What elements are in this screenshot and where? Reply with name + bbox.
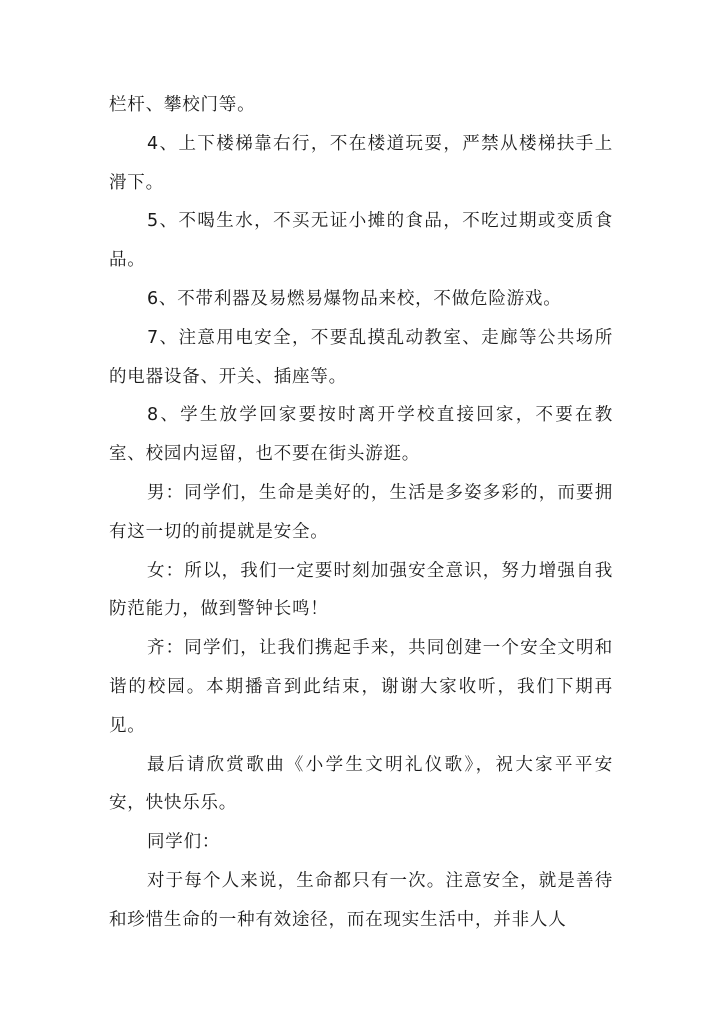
paragraph-8: 女：所以，我们一定要时刻加强安全意识，努力增强自我防范能力，做到警钟长鸣！ — [109, 560, 613, 620]
paragraph-2: 4、上下楼梯靠右行，不在楼道玩耍，严禁从楼梯扶手上滑下。 — [109, 133, 613, 193]
paragraph-10: 最后请欣赏歌曲《小学生文明礼仪歌》，祝大家平平安安，快快乐乐。 — [109, 754, 613, 814]
paragraph-1: 栏杆、攀校门等。 — [109, 95, 256, 115]
document-body — [109, 86, 613, 940]
paragraph-5: 7、注意用电安全，不要乱摸乱动教室、走廊等公共场所的电器设备、开关、插座等。 — [109, 327, 613, 387]
paragraph-4: 6、不带利器及易燃易爆物品来校，不做危险游戏。 — [147, 288, 562, 309]
paragraph-9: 齐：同学们，让我们携起手来，共同创建一个安全文明和谐的校园。本期播音到此结束，谢谢大家收听，我们下期再见。 — [109, 638, 613, 736]
paragraph-3: 5、不喝生水，不买无证小摊的食品，不吃过期或变质食品。 — [109, 211, 613, 271]
paragraph-12: 对于每个人来说，生命都只有一次。注意安全，就是善待和珍惜生命的一种有效途径，而在现实生活中，并非人人 — [109, 870, 613, 930]
paragraph-11: 同学们： — [147, 832, 221, 853]
paragraph-7: 男：同学们，生命是美好的，生活是多姿多彩的，而要拥有这一切的前提就是安全。 — [109, 482, 613, 542]
paragraph-6: 8、学生放学回家要按时离开学校直接回家，不要在教室、校园内逗留，也不要在街头游逛。 — [109, 405, 613, 465]
